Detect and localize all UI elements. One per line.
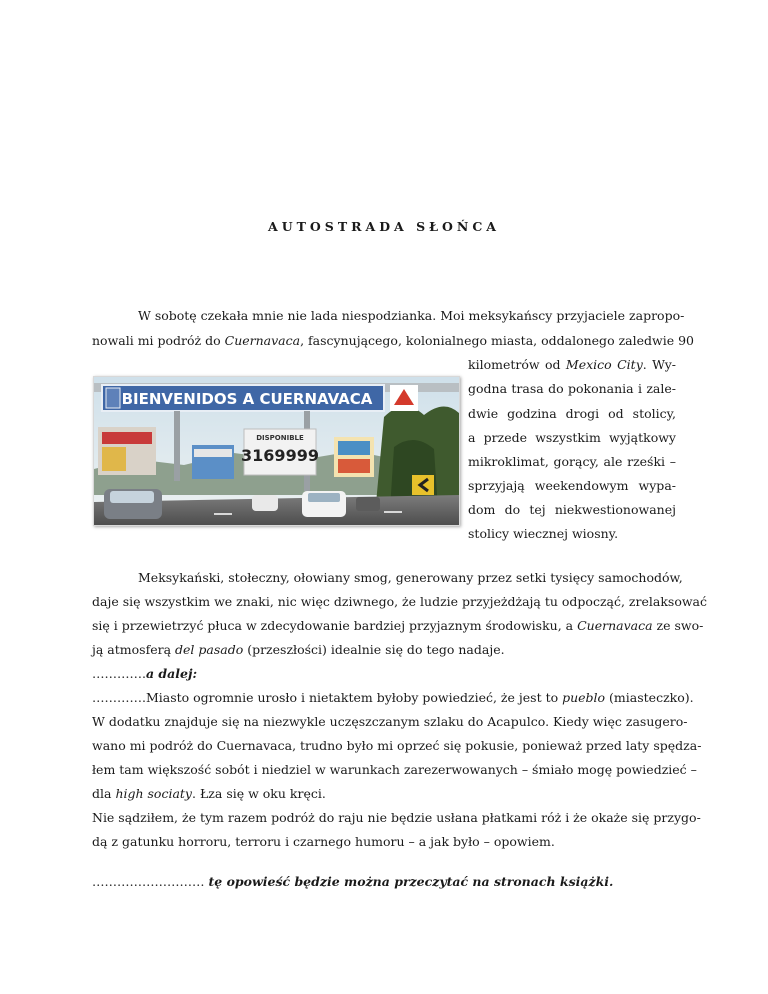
billboard-number: 3169999 bbox=[241, 446, 319, 465]
paragraph-1-line-10: stolicy wiecznej wiosny. bbox=[468, 526, 619, 541]
sign-text: BIENVENIDOS A CUERNAVACA bbox=[121, 390, 373, 408]
paragraph-1-line-6: a przede wszystkim wyjątkowy bbox=[468, 430, 676, 445]
paragraph-2-line-2: daje się wszystkim we znaki, nic więc dziwnego, że ludzie przyjeżdżają tu odpocząć, zrelaksować bbox=[92, 594, 708, 609]
cuernavaca-photo bbox=[93, 376, 460, 526]
paragraph-1-line-1: W sobotę czekała mnie nie lada niespodzianka. Moi meksykańscy przyjaciele zapropo- bbox=[138, 308, 685, 323]
paragraph-2-line-4: ją atmosferą del pasado (przeszłości) idealnie się do tego nadaje. bbox=[92, 642, 505, 657]
paragraph-1-line-4: godna trasa do pokonania i zale- bbox=[468, 381, 676, 396]
paragraph-4-line-2: dą z gatunku horroru, terroru i czarnego humoru – a jak było – opowiem. bbox=[92, 834, 555, 849]
paragraph-3-line-3: wano mi podróż do Cuernavaca, trudno było mi oprzeć się pokusie, ponieważ przed laty spędza- bbox=[92, 738, 702, 753]
paragraph-1-line-5: dwie godzina drogi od stolicy, bbox=[468, 406, 676, 421]
continuation-heading: ………….a dalej: bbox=[92, 666, 198, 681]
page-title: AUTOSTRADA SŁOŃCA bbox=[268, 219, 500, 234]
paragraph-1-line-8: sprzyjają weekendowym wypa- bbox=[468, 478, 676, 493]
paragraph-1-line-9: dom do tej niekwestionowanej bbox=[468, 502, 676, 517]
paragraph-1-line-7: mikroklimat, gorący, ale rześki – bbox=[468, 454, 676, 469]
paragraph-3-line-2: W dodatku znajduje się na niezwykle uczęszczanym szlaku do Acapulco. Kiedy więc zasugero- bbox=[92, 714, 688, 729]
closing-note: ……………………… tę opowieść będzie można przeczytać na stronach książki. bbox=[92, 874, 614, 889]
paragraph-2-line-1: Meksykański, stołeczny, ołowiany smog, generowany przez setki tysięcy samochodów, bbox=[138, 570, 683, 585]
paragraph-1-line-2: nowali mi podróż do Cuernavaca, fascynującego, kolonialnego miasta, oddalonego zaledwie 90 bbox=[92, 333, 694, 348]
paragraph-4-line-1: Nie sądziłem, że tym razem podróż do raju nie będzie usłana płatkami róż i że okaże się przygo- bbox=[92, 810, 701, 825]
paragraph-2-line-3: się i przewietrzyć płuca w zdecydowanie bardziej przyjaznym środowisku, a Cuernavaca ze swo- bbox=[92, 618, 704, 633]
paragraph-3-line-1: ………….Miasto ogromnie urosło i nietaktem byłoby powiedzieć, że jest to pueblo (miasteczko). bbox=[92, 690, 694, 705]
paragraph-3-line-4: łem tam większość sobót i niedziel w warunkach zarezerwowanych – śmiało mogę powiedzieć – bbox=[92, 762, 697, 777]
paragraph-3-line-5: dla high sociaty. Łza się w oku kręci. bbox=[92, 786, 326, 801]
billboard-top-text: DISPONIBLE bbox=[256, 434, 304, 442]
paragraph-1-line-3: kilometrów od Mexico City. Wy- bbox=[468, 357, 676, 372]
